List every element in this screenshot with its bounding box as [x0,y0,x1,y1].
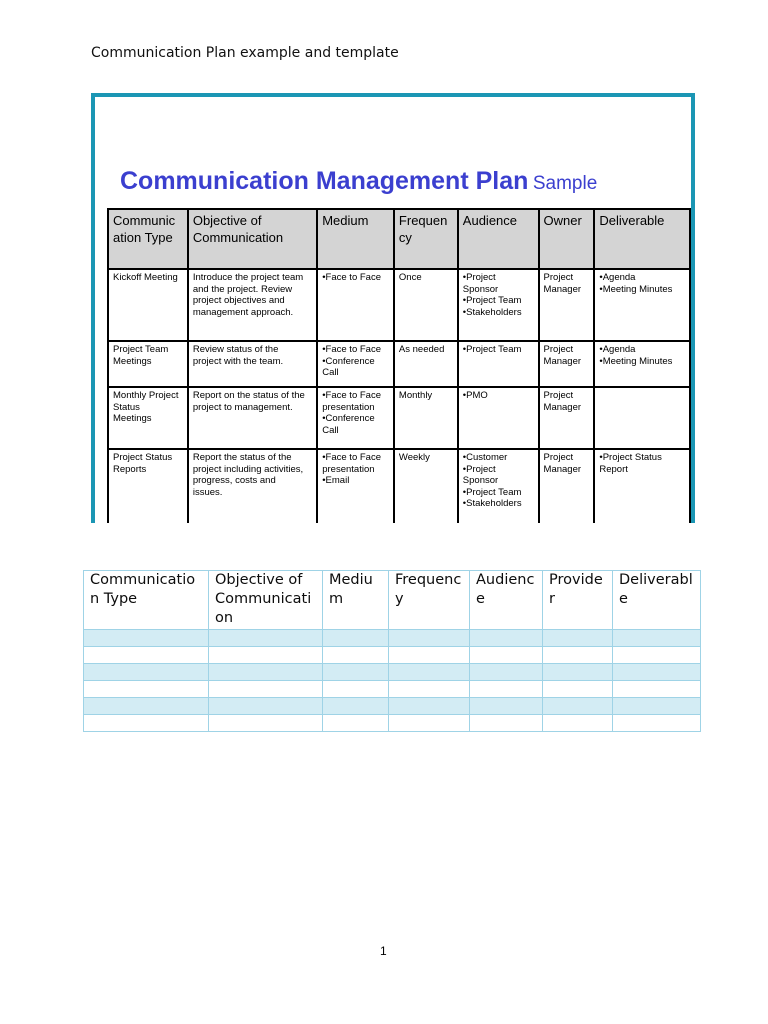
sample-cell-owner [539,341,595,387]
sample-cell-deliverable [594,269,690,341]
sample-cell-objective [188,341,317,387]
sample-cell-frequency [394,449,458,523]
sample-cell-line: project objectives and [192,295,285,306]
sample-cell-audience [458,341,539,387]
sample-row [108,387,690,449]
template-cell[interactable] [209,698,323,715]
template-cell[interactable] [613,698,701,715]
sample-cell-line: Weekly [398,452,430,463]
template-cell[interactable] [543,630,613,647]
template-header-cell: Provider [543,571,613,630]
sample-cell-deliverable [594,341,690,387]
sample-header-cell: Deliverable [594,209,690,269]
sample-cell-line: Status [113,401,140,413]
sample-cell-line: Monthly Project [113,390,179,401]
sample-cell-line: issues. [192,486,223,498]
template-cell[interactable] [323,698,389,715]
sample-image-frame [91,93,695,523]
sample-cell-medium [317,269,394,341]
sample-header-cell: Objective of Communication [188,209,317,269]
sample-cell-type [108,387,188,449]
sample-cell-line: •Face to Face [322,272,381,283]
template-row [84,715,701,732]
sample-cell-line: Report on the status of the [192,390,305,401]
sample-cell-line: Manager [543,401,582,413]
template-cell[interactable] [389,647,470,664]
sample-cell-type [108,269,188,341]
sample-header-cell: Medium [317,209,394,269]
sample-heading [120,167,597,196]
sample-cell-line: project with the team. [192,355,284,367]
sample-cell-line: presentation [322,463,375,475]
template-cell[interactable] [613,681,701,698]
template-cell[interactable] [209,681,323,698]
template-cell[interactable] [543,647,613,664]
sample-cell-line: •Email [322,475,350,486]
template-cell[interactable] [323,715,389,732]
sample-cell-line: •Face to Face [322,452,381,463]
sample-header-cell: Communic ation Type [108,209,188,269]
sample-cell-line: project including activities, [192,463,304,475]
template-cell[interactable] [389,681,470,698]
template-cell[interactable] [470,630,543,647]
sample-header-row [108,209,690,269]
sample-cell-line: Project [543,452,574,463]
sample-cell-line: •Conference [322,413,375,424]
sample-row [108,449,690,523]
sample-cell-line: Project [543,344,574,355]
sample-cell-line: •Project [462,463,496,475]
template-cell[interactable] [613,664,701,681]
template-cell[interactable] [323,681,389,698]
sample-cell-line: Meetings [113,355,152,367]
template-cell[interactable] [84,664,209,681]
sample-cell-line: Review status of the [192,344,279,355]
sample-header-cell: Frequen cy [394,209,458,269]
sample-cell-line: Project Status [113,452,173,463]
sample-cell-line: Sponsor [462,283,499,295]
template-cell[interactable] [84,681,209,698]
sample-heading-sub: Sample [532,173,598,194]
sample-heading-main: Communication Management Plan [120,167,529,195]
template-header-cell: Communication Type [84,571,209,630]
sample-cell-line: and the project. Review [192,283,293,295]
template-cell[interactable] [543,698,613,715]
template-cell[interactable] [613,647,701,664]
sample-cell-line: •Meeting Minutes [599,355,673,367]
sample-cell-frequency [394,269,458,341]
sample-cell-line: Project [543,390,574,401]
template-cell[interactable] [543,664,613,681]
page-number: 1 [380,944,387,958]
template-cell[interactable] [613,715,701,732]
template-cell[interactable] [323,664,389,681]
template-cell[interactable] [543,681,613,698]
template-cell[interactable] [84,630,209,647]
sample-cell-line: Meetings [113,413,152,424]
sample-header-cell: Audience [458,209,539,269]
sample-cell-line: progress, costs and [192,475,276,486]
sample-cell-type [108,341,188,387]
sample-cell-objective [188,269,317,341]
template-cell[interactable] [389,630,470,647]
template-cell[interactable] [323,647,389,664]
sample-cell-medium [317,387,394,449]
sample-cell-line: •Conference [322,355,375,367]
template-header-cell: Audience [470,571,543,630]
template-cell[interactable] [84,698,209,715]
template-cell[interactable] [470,664,543,681]
sample-cell-line: Call [322,367,339,378]
template-header-cell: Deliverable [613,571,701,630]
sample-cell-frequency [394,341,458,387]
document-title: Communication Plan example and template [91,45,399,61]
sample-cell-line: •Project [462,272,496,283]
template-cell[interactable] [209,647,323,664]
sample-cell-deliverable [594,449,690,523]
template-cell[interactable] [470,681,543,698]
sample-row [108,269,690,341]
sample-cell-objective [188,449,317,523]
template-cell[interactable] [323,630,389,647]
sample-cell-medium [317,341,394,387]
sample-cell-line: •Project Team [462,295,522,306]
template-cell[interactable] [543,715,613,732]
sample-cell-line: Introduce the project team [192,272,304,283]
sample-cell-line: •Face to Face [322,390,381,401]
template-row [84,664,701,681]
sample-cell-line: •Project Status [599,452,662,463]
sample-cell-line: As needed [398,344,445,355]
template-row [84,681,701,698]
sample-plan-table [107,208,691,523]
sample-cell-line: Monthly [398,390,433,401]
sample-cell-line: Report [599,463,628,475]
sample-cell-line: Kickoff Meeting [113,272,178,283]
template-header-cell: Objective of Communication [209,571,323,630]
sample-cell-line: Project Team [113,344,169,355]
sample-cell-line: Manager [543,355,582,367]
template-row [84,647,701,664]
template-cell[interactable] [470,715,543,732]
sample-cell-line: Call [322,424,339,436]
sample-cell-line: Reports [113,463,147,475]
sample-cell-owner [539,449,595,523]
sample-cell-objective [188,387,317,449]
sample-cell-line: •Stakeholders [462,498,522,509]
template-cell[interactable] [389,715,470,732]
template-header-row [84,571,701,630]
template-cell[interactable] [209,630,323,647]
sample-cell-line: Manager [543,283,582,295]
template-cell[interactable] [389,698,470,715]
sample-cell-type [108,449,188,523]
template-table [83,570,701,732]
template-header-cell: Frequency [389,571,470,630]
sample-cell-line: •PMO [462,390,488,401]
sample-cell-line: •Agenda [599,344,636,355]
sample-cell-audience [458,387,539,449]
sample-cell-line: management approach. [192,306,294,318]
template-row [84,630,701,647]
sample-cell-line: •Customer [462,452,508,463]
sample-cell-line: Sponsor [462,475,499,486]
template-cell[interactable] [470,698,543,715]
sample-cell-line: •Stakeholders [462,306,522,318]
sample-cell-line: •Meeting Minutes [599,283,673,295]
template-header-cell: Medium [323,571,389,630]
sample-cell-line: •Project Team [462,344,522,355]
sample-cell-line: •Face to Face [322,344,381,355]
template-cell[interactable] [209,715,323,732]
template-cell[interactable] [613,630,701,647]
template-cell[interactable] [470,647,543,664]
template-cell[interactable] [84,715,209,732]
sample-cell-line: project to management. [192,401,293,413]
sample-cell-deliverable [594,387,690,449]
sample-cell-owner [539,269,595,341]
template-cell[interactable] [209,664,323,681]
sample-cell-line: Manager [543,463,582,475]
sample-cell-frequency [394,387,458,449]
sample-cell-line: Once [398,272,422,283]
sample-cell-medium [317,449,394,523]
sample-cell-line: •Agenda [599,272,636,283]
sample-cell-audience [458,449,539,523]
template-row [84,698,701,715]
template-cell[interactable] [389,664,470,681]
sample-cell-line: •Project Team [462,486,522,498]
sample-cell-line: presentation [322,401,375,413]
sample-row [108,341,690,387]
sample-cell-line: Project [543,272,574,283]
sample-cell-audience [458,269,539,341]
sample-cell-line: Report the status of the [192,452,292,463]
sample-header-cell: Owner [539,209,595,269]
sample-cell-owner [539,387,595,449]
template-cell[interactable] [84,647,209,664]
